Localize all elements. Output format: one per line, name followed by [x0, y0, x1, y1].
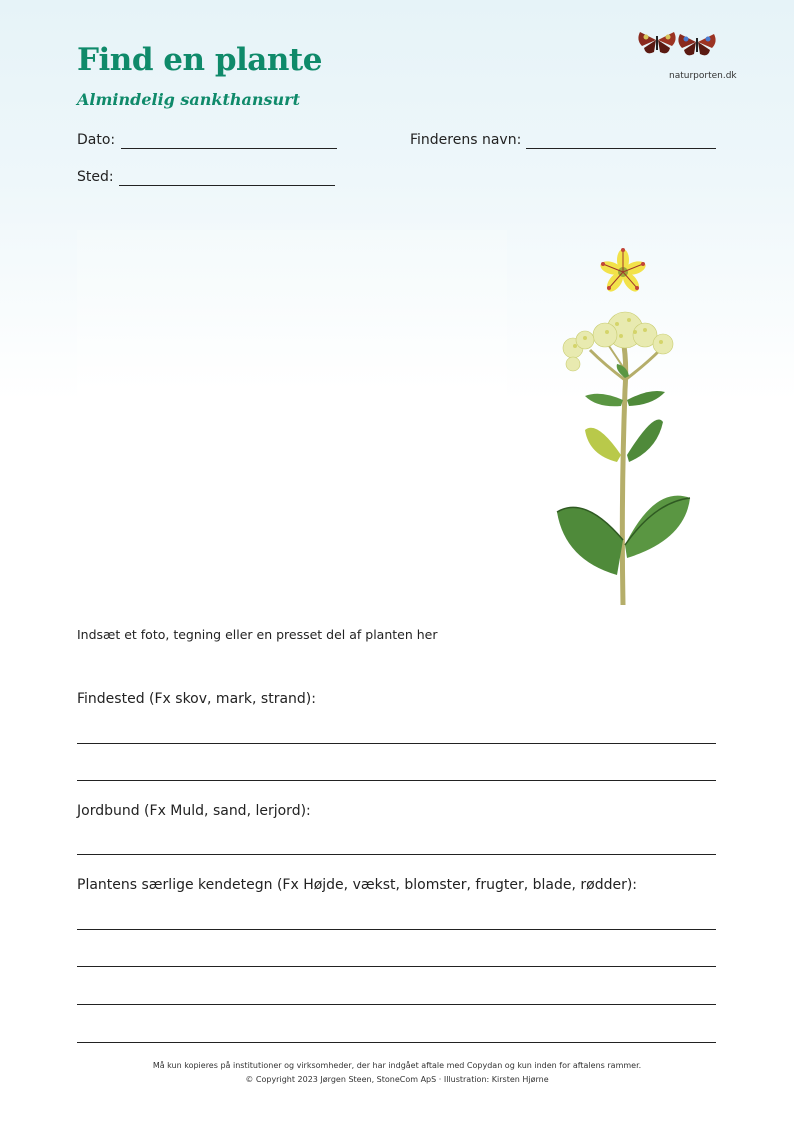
findested-line-2[interactable] — [77, 780, 716, 781]
jordbund-line-1[interactable] — [77, 854, 716, 855]
footer-copyright: © Copyright 2023 Jørgen Steen, StoneCom ApS · Illustration: Kirsten Hjørne — [245, 1075, 549, 1084]
findested-line-1[interactable] — [77, 743, 716, 744]
butterfly-icon — [678, 34, 715, 55]
page-title: Find en plante — [77, 42, 322, 78]
logo-text: naturporten.dk — [669, 71, 737, 81]
kendetegn-label: Plantens særlige kendetegn (Fx Højde, vækst, blomster, frugter, blade, rødder): — [77, 877, 638, 893]
place-field[interactable] — [119, 185, 335, 186]
finder-name-field[interactable] — [526, 148, 716, 149]
date-label: Dato: — [77, 132, 116, 148]
kendetegn-line-2[interactable] — [77, 966, 716, 967]
findested-label: Findested (Fx skov, mark, strand): — [77, 691, 316, 707]
kendetegn-line-3[interactable] — [77, 1004, 716, 1005]
footer-license: Må kun kopieres på institutioner og virksomheder, der har indgået aftale med Copydan og kun inden for aftalens rammer. — [152, 1061, 642, 1070]
butterfly-icon — [638, 32, 675, 53]
kendetegn-line-1[interactable] — [77, 929, 716, 930]
jordbund-label: Jordbund (Fx Muld, sand, lerjord): — [77, 803, 311, 819]
plant-illustration — [545, 240, 705, 620]
finder-name-label: Finderens navn: — [410, 132, 522, 148]
photo-insert-area[interactable] — [77, 230, 507, 620]
butterflies-logo — [636, 26, 718, 60]
photo-caption: Indsæt et foto, tegning eller en presset del af planten her — [77, 627, 438, 642]
page-subtitle: Almindelig sankthansurt — [77, 90, 300, 109]
place-label: Sted: — [77, 169, 114, 185]
date-field[interactable] — [121, 148, 337, 149]
flower-icon — [599, 248, 648, 294]
kendetegn-line-4[interactable] — [77, 1042, 716, 1043]
